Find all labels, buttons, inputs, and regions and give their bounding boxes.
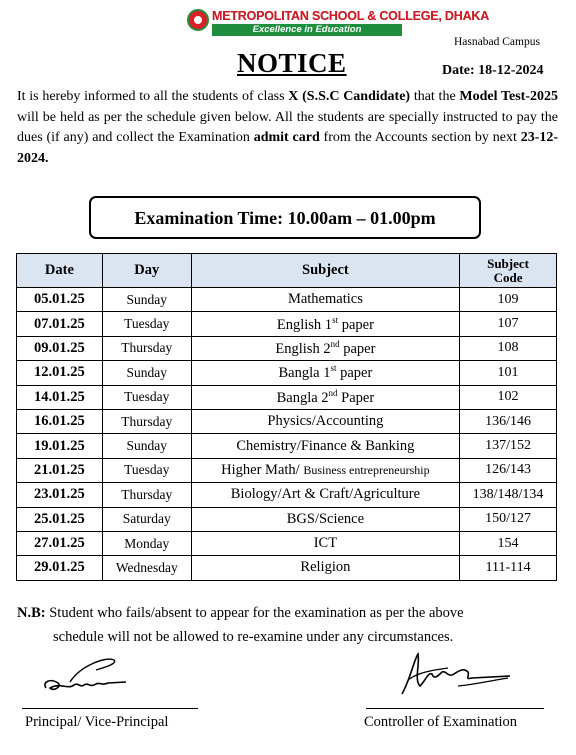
principal-label: Principal/ Vice-Principal: [25, 714, 169, 730]
cell-subject-code: 136/146: [460, 409, 557, 433]
cell-day: Thursday: [102, 409, 191, 433]
cell-subject: Bangla 2nd Paper: [191, 385, 459, 409]
cell-date: 29.01.25: [17, 556, 103, 580]
cell-subject-code: 137/152: [460, 434, 557, 458]
cell-subject-code: 150/127: [460, 507, 557, 531]
cell-subject-code: 138/148/134: [460, 483, 557, 507]
cell-date: 25.01.25: [17, 507, 103, 531]
cell-subject-code: 126/143: [460, 458, 557, 482]
cell-date: 09.01.25: [17, 336, 103, 360]
cell-subject-code: 109: [460, 288, 557, 312]
cell-date: 21.01.25: [17, 458, 103, 482]
school-emblem-icon: [187, 9, 209, 31]
cell-subject-code: 108: [460, 336, 557, 360]
header-subject-code: Subject Code: [460, 254, 557, 288]
cell-subject: Chemistry/Finance & Banking: [191, 434, 459, 458]
school-name: METROPOLITAN SCHOOL & COLLEGE, DHAKA: [212, 9, 490, 23]
cell-date: 07.01.25: [17, 312, 103, 336]
cell-subject-code: 154: [460, 531, 557, 555]
cell-subject: Bangla 1st paper: [191, 361, 459, 385]
notice-title: NOTICE: [237, 48, 347, 78]
table-row: [17, 361, 557, 385]
cell-subject: English 2nd paper: [191, 336, 459, 360]
controller-signature: [398, 650, 513, 700]
table-row: [17, 385, 557, 409]
cell-subject-code: 111-114: [460, 556, 557, 580]
cell-day: Sunday: [102, 434, 191, 458]
cell-subject-code: 107: [460, 312, 557, 336]
schedule-table: [16, 253, 557, 581]
table-header-row: [17, 254, 557, 288]
cell-date: 23.01.25: [17, 483, 103, 507]
cell-date: 16.01.25: [17, 409, 103, 433]
cell-date: 14.01.25: [17, 385, 103, 409]
header-subject: Subject: [191, 254, 459, 288]
table-row: [17, 531, 557, 555]
cell-subject-code: 101: [460, 361, 557, 385]
cell-subject: ICT: [191, 531, 459, 555]
table-row: [17, 336, 557, 360]
controller-label: Controller of Examination: [364, 714, 518, 730]
school-tagline: Excellence in Education: [212, 24, 402, 36]
table-row: [17, 312, 557, 336]
cell-day: Tuesday: [102, 385, 191, 409]
cell-date: 27.01.25: [17, 531, 103, 555]
cell-day: Saturday: [102, 507, 191, 531]
cell-date: 05.01.25: [17, 288, 103, 312]
intro-paragraph: It is hereby informed to all the students of class X (S.S.C Candidate) that the Model Test-2025 will be held as per the schedule given below. All the students are specially instructed to pay the dues (if any) and collect the Examination admit card from the Accounts section by next 23-12-2024.: [17, 89, 559, 166]
cell-day: Sunday: [102, 288, 191, 312]
notice-date: Date: 18-12-2024: [442, 63, 544, 78]
cell-day: Sunday: [102, 361, 191, 385]
principal-signature: [40, 652, 130, 697]
header-date: Date: [17, 254, 103, 288]
nb-note: N.B: Student who fails/absent to appear for the examination as per the above schedule will not be allowed to re-examine under any circumstances.: [17, 605, 464, 645]
cell-date: 19.01.25: [17, 434, 103, 458]
cell-day: Thursday: [102, 336, 191, 360]
cell-date: 12.01.25: [17, 361, 103, 385]
cell-subject: Religion: [191, 556, 459, 580]
table-row: [17, 507, 557, 531]
exam-time-box: Examination Time: 10.00am – 01.00pm: [89, 196, 481, 239]
school-logo: [187, 9, 490, 36]
cell-subject-code: 102: [460, 385, 557, 409]
cell-day: Tuesday: [102, 458, 191, 482]
table-row: [17, 483, 557, 507]
cell-subject: Mathematics: [191, 288, 459, 312]
table-row: [17, 434, 557, 458]
cell-day: Thursday: [102, 483, 191, 507]
cell-subject: English 1st paper: [191, 312, 459, 336]
cell-day: Tuesday: [102, 312, 191, 336]
cell-day: Monday: [102, 531, 191, 555]
table-row: [17, 458, 557, 482]
header-day: Day: [102, 254, 191, 288]
cell-subject: Physics/Accounting: [191, 409, 459, 433]
table-row: [17, 288, 557, 312]
table-row: [17, 409, 557, 433]
cell-subject: BGS/Science: [191, 507, 459, 531]
cell-subject: Biology/Art & Craft/Agriculture: [191, 483, 459, 507]
table-row: [17, 556, 557, 580]
principal-signature-line: [22, 708, 198, 709]
controller-signature-line: [366, 708, 544, 709]
cell-day: Wednesday: [102, 556, 191, 580]
cell-subject: Higher Math/ Business entrepreneurship: [191, 458, 459, 482]
campus-name: Hasnabad Campus: [454, 36, 540, 48]
